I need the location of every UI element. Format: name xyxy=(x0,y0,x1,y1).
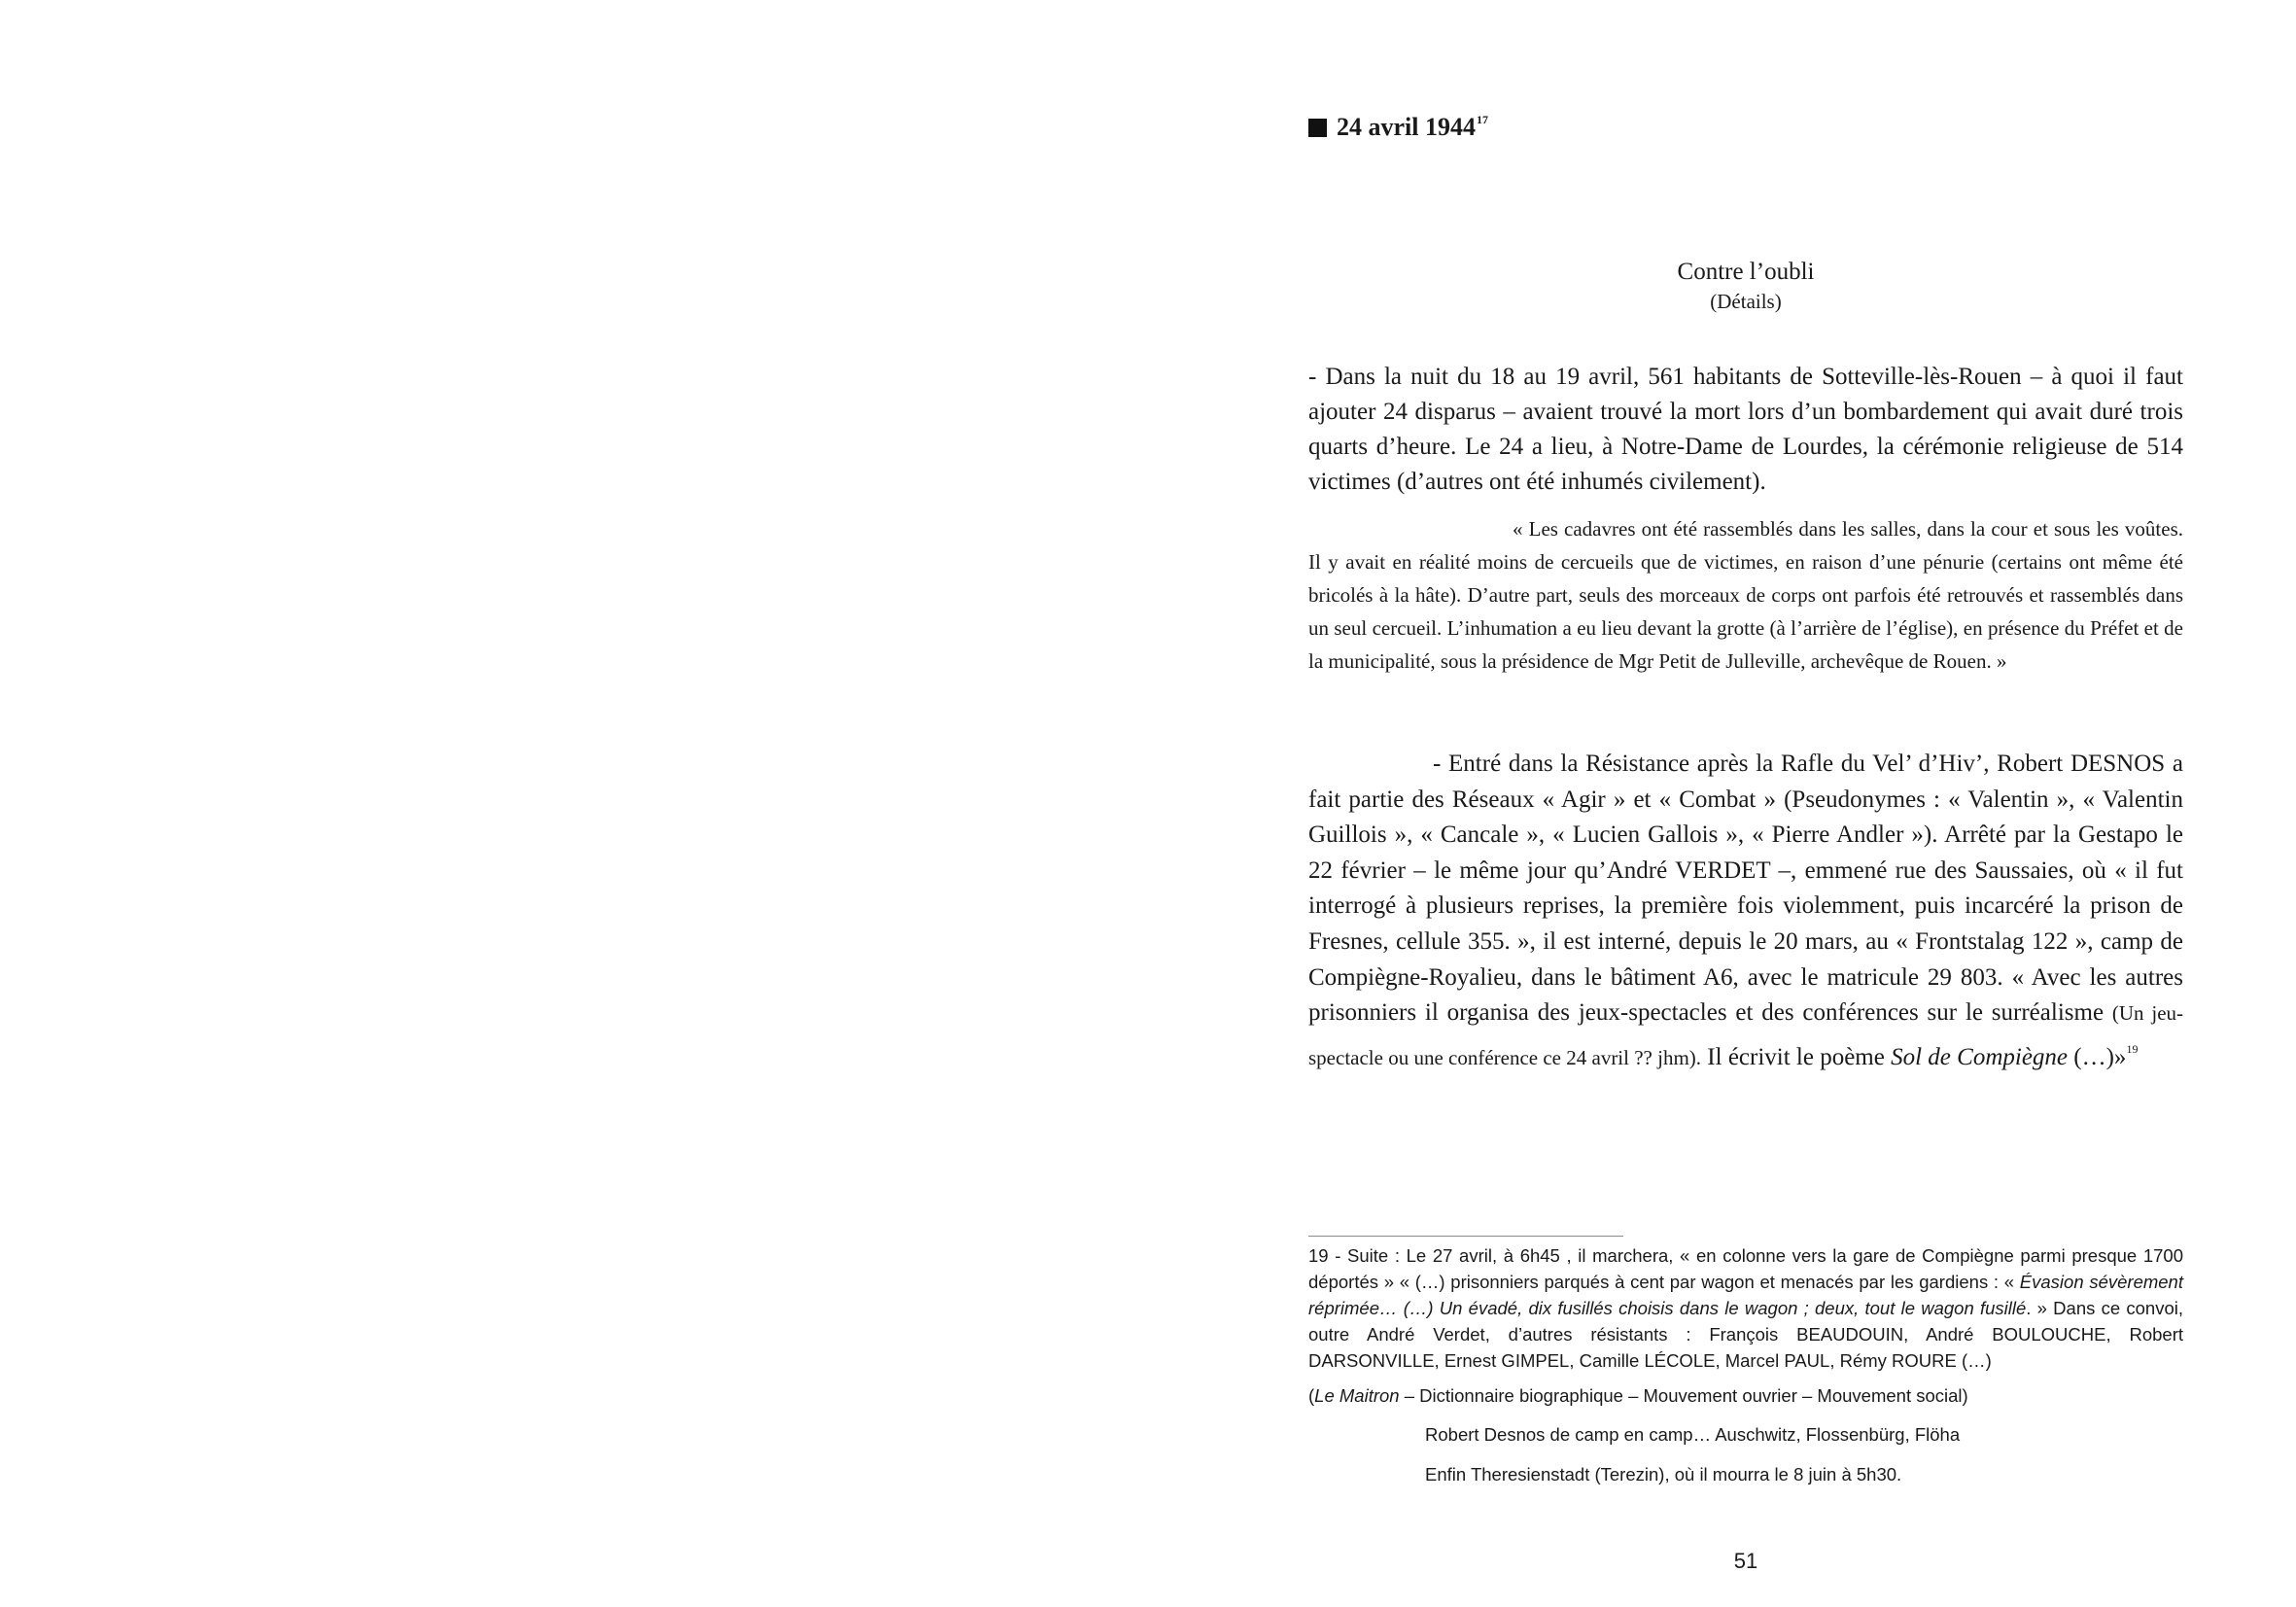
footnote-note-2: Enfin Theresienstadt (Terezin), où il mourra le 8 juin à 5h30. xyxy=(1425,1464,1902,1485)
source-open: ( xyxy=(1308,1385,1315,1406)
paragraph-desnos xyxy=(1308,747,2183,1075)
footnote-tail: . » Dans ce convoi, outre André Verdet, d’autres résistants : François BEAUDOUIN, André BOULOUCHE, Robert DARSONVILLE, Ernest GIMPEL, Camille LÉCOLE, Marcel PAUL, Rémy ROURE (…) xyxy=(1308,1298,2183,1371)
desnos-text-c: (…)» xyxy=(2068,1043,2127,1070)
desnos-text-b: Il écrivit le poème xyxy=(1701,1043,1892,1070)
footnote-19 xyxy=(1308,1242,2183,1374)
heading-footnote-ref[interactable]: 17 xyxy=(1477,113,1488,126)
black-square-icon xyxy=(1308,119,1327,137)
source-italic: Le Maitron xyxy=(1314,1385,1400,1406)
section-title: Contre l’oubli xyxy=(1677,259,1815,285)
quote-block: « Les cadavres ont été rassemblés dans les salles, dans la cour et sous les voûtes. Il y avait en réalité moins de cercueils que de victimes, en raison d’une pénurie (certains ont même été bricolés à la hâte). D’autre part, seuls des morceaux de corps ont parfois été retrouvés et rassemblés dans un seul cercueil. L’inhumation a eu lieu devant la grotte (à l’arrière de l’église), en présence du Préfet et de la municipalité, sous la présidence de Mgr Petit de Julleville, archevêque de Rouen. » xyxy=(1308,517,2183,673)
footnote-note-1: Robert Desnos de camp en camp… Auschwitz, Flossenbürg, Flöha xyxy=(1425,1424,1961,1445)
footnote-italic: Évasion sévèrement réprimée… (…) Un évadé, dix fusillés choisis dans le wagon ; deux, tout le wagon fusillé xyxy=(1308,1272,2183,1318)
right-page xyxy=(1308,0,2183,1607)
desnos-text-a: - Entré dans la Résistance après la Rafle du Vel’ d’Hiv’, Robert DESNOS a fait partie des Réseaux « Agir » et « Combat » (Pseudonymes : « Valentin », « Valentin Guillois », « Cancale », « Lucien Gallois », « Pierre Andler »). Arrêté par la Gestapo le 22 février – le même jour qu’André VERDET –, emmené rue des Saussaies, où « il fut interrogé à plusieurs reprises, la première fois violemment, puis incarcéré la prison de Fresnes, cellule 355. », il est interné, depuis le 20 mars, au « Frontstalag 122 », camp de Compiègne-Royalieu, dans le bâtiment A6, avec le matricule 29 803. « Avec les autres prisonniers il organisa des jeux-spectacles et des conférences sur le surréalisme xyxy=(1308,751,2183,1027)
page-number: 51 xyxy=(1733,1549,1758,1573)
source-rest: – Dictionnaire biographique – Mouvement ouvrier – Mouvement social) xyxy=(1399,1385,1968,1406)
footnote-divider xyxy=(1308,1236,1623,1237)
footnote-source xyxy=(1308,1382,2183,1409)
desnos-footnote-ref[interactable]: 19 xyxy=(2126,1041,2139,1056)
desnos-aside: (Un jeu-spectacle ou une conférence ce 24 avril ?? jhm). xyxy=(1308,1001,2184,1069)
date-heading xyxy=(1308,113,2183,142)
poem-title: Sol de Compiègne xyxy=(1891,1043,2069,1070)
footnote-lead: 19 - Suite : Le 27 avril, à 6h45 , il marchera, « en colonne vers la gare de Compiègne parmi presque 1700 déportés » « (…) prisonniers parqués à cent par wagon et menacés par les gardiens : « xyxy=(1308,1245,2183,1292)
section-subtitle: (Détails) xyxy=(1710,290,1782,313)
title-block xyxy=(1308,258,2183,316)
paragraph-sotteville: - Dans la nuit du 18 au 19 avril, 561 habitants de Sotteville-lès-Rouen – à quoi il faut ajouter 24 disparus – avaient trouvé la mort lors d’un bombardement qui avait duré trois quarts d’heure. Le 24 a lieu, à Notre-Dame de Lourdes, la cérémonie religieuse de 514 victimes (d’autres ont été inhumés civilement). xyxy=(1308,364,2183,495)
heading-text: 24 avril 1944 xyxy=(1337,113,1476,141)
